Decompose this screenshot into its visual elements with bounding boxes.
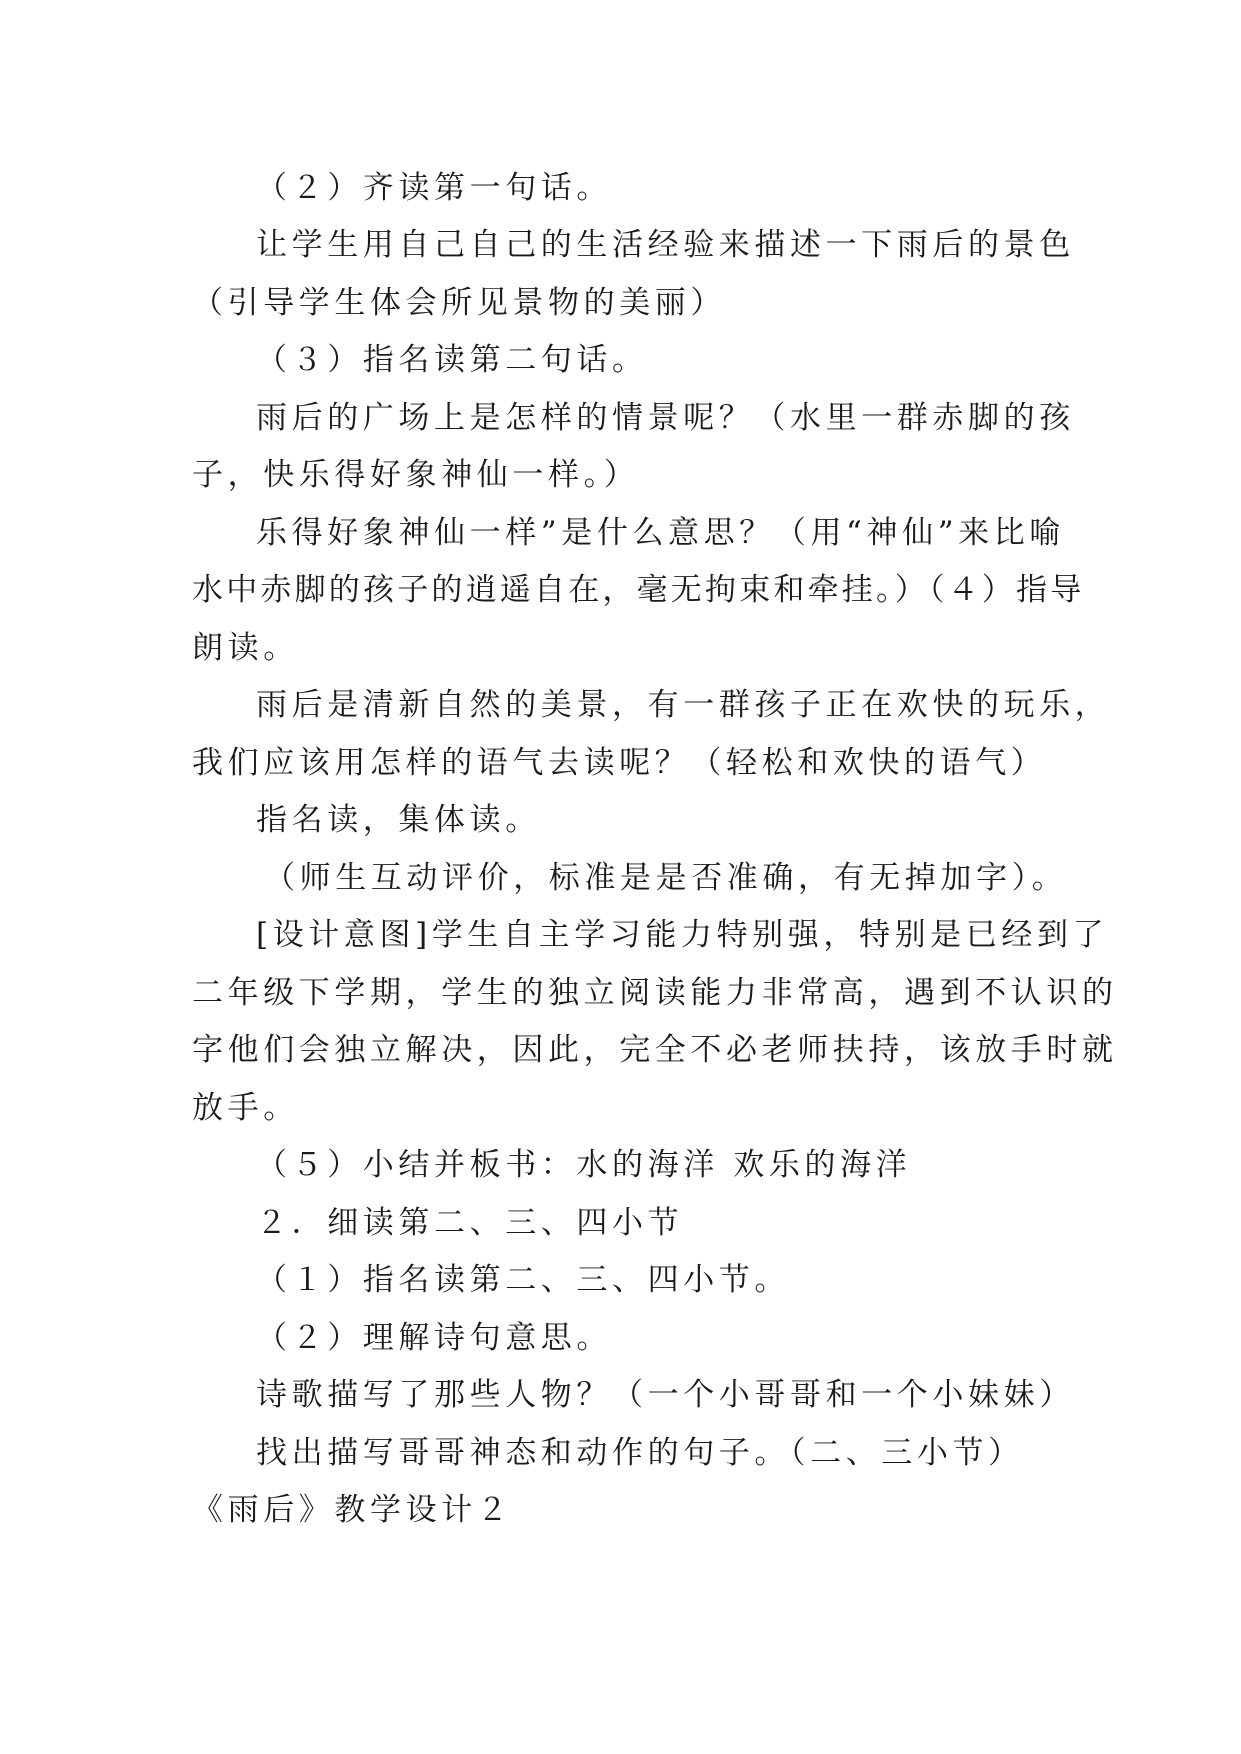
paragraph-line: 放手。 bbox=[192, 1090, 299, 1126]
paragraph-line: （２）理解诗句意思。 bbox=[256, 1320, 612, 1356]
paragraph-line: （引导学生体会所见景物的美丽） bbox=[192, 285, 726, 321]
paragraph-line: （１）指名读第二、三、四小节。 bbox=[256, 1262, 790, 1298]
paragraph-line: （５）小结并板书：水的海洋 欢乐的海洋 bbox=[256, 1147, 912, 1183]
paragraph-line: 雨后是清新自然的美景，有一群孩子正在欢快的玩乐， bbox=[256, 687, 1111, 723]
paragraph-line: 找出描写哥哥神态和动作的句子。（二、三小节） bbox=[256, 1435, 1024, 1471]
paragraph-line: 朗读。 bbox=[192, 630, 299, 666]
paragraph-line: 字他们会独立解决，因此，完全不必老师扶持，该放手时就 bbox=[192, 1032, 1118, 1068]
paragraph-line: 诗歌描写了那些人物？（一个小哥哥和一个小妹妹） bbox=[256, 1377, 1075, 1413]
paragraph-line: （２）齐读第一句话。 bbox=[256, 170, 612, 206]
document-title: 《雨后》教学设计２ bbox=[192, 1492, 513, 1528]
paragraph-line: 指名读，集体读。 bbox=[256, 802, 541, 838]
paragraph-line: 让学生用自己自己的生活经验来描述一下雨后的景色 bbox=[256, 227, 1075, 263]
paragraph-line: [设计意图]学生自主学习能力特别强，特别是已经到了 bbox=[256, 917, 1109, 953]
paragraph-line: 雨后的广场上是怎样的情景呢？（水里一群赤脚的孩 bbox=[256, 400, 1075, 436]
paragraph-line: 我们应该用怎样的语气去读呢？（轻松和欢快的语气） bbox=[192, 745, 1047, 781]
paragraph-line: （师生互动评价，标准是是否准确，有无掉加字）。 bbox=[264, 860, 1068, 896]
section-heading: ２．细读第二、三、四小节 bbox=[256, 1205, 684, 1241]
paragraph-line: （３）指名读第二句话。 bbox=[256, 342, 648, 378]
paragraph-line: 子，快乐得好象神仙一样。） bbox=[192, 457, 640, 493]
paragraph-line: 二年级下学期，学生的独立阅读能力非常高，遇到不认识的 bbox=[192, 975, 1118, 1011]
paragraph-line: 水中赤脚的孩子的逍遥自在，毫无拘束和牵挂。）（４）指导 bbox=[192, 572, 1085, 608]
paragraph-line: 乐得好象神仙一样”是什么意思？（用“神仙”来比喻 bbox=[256, 515, 1065, 551]
